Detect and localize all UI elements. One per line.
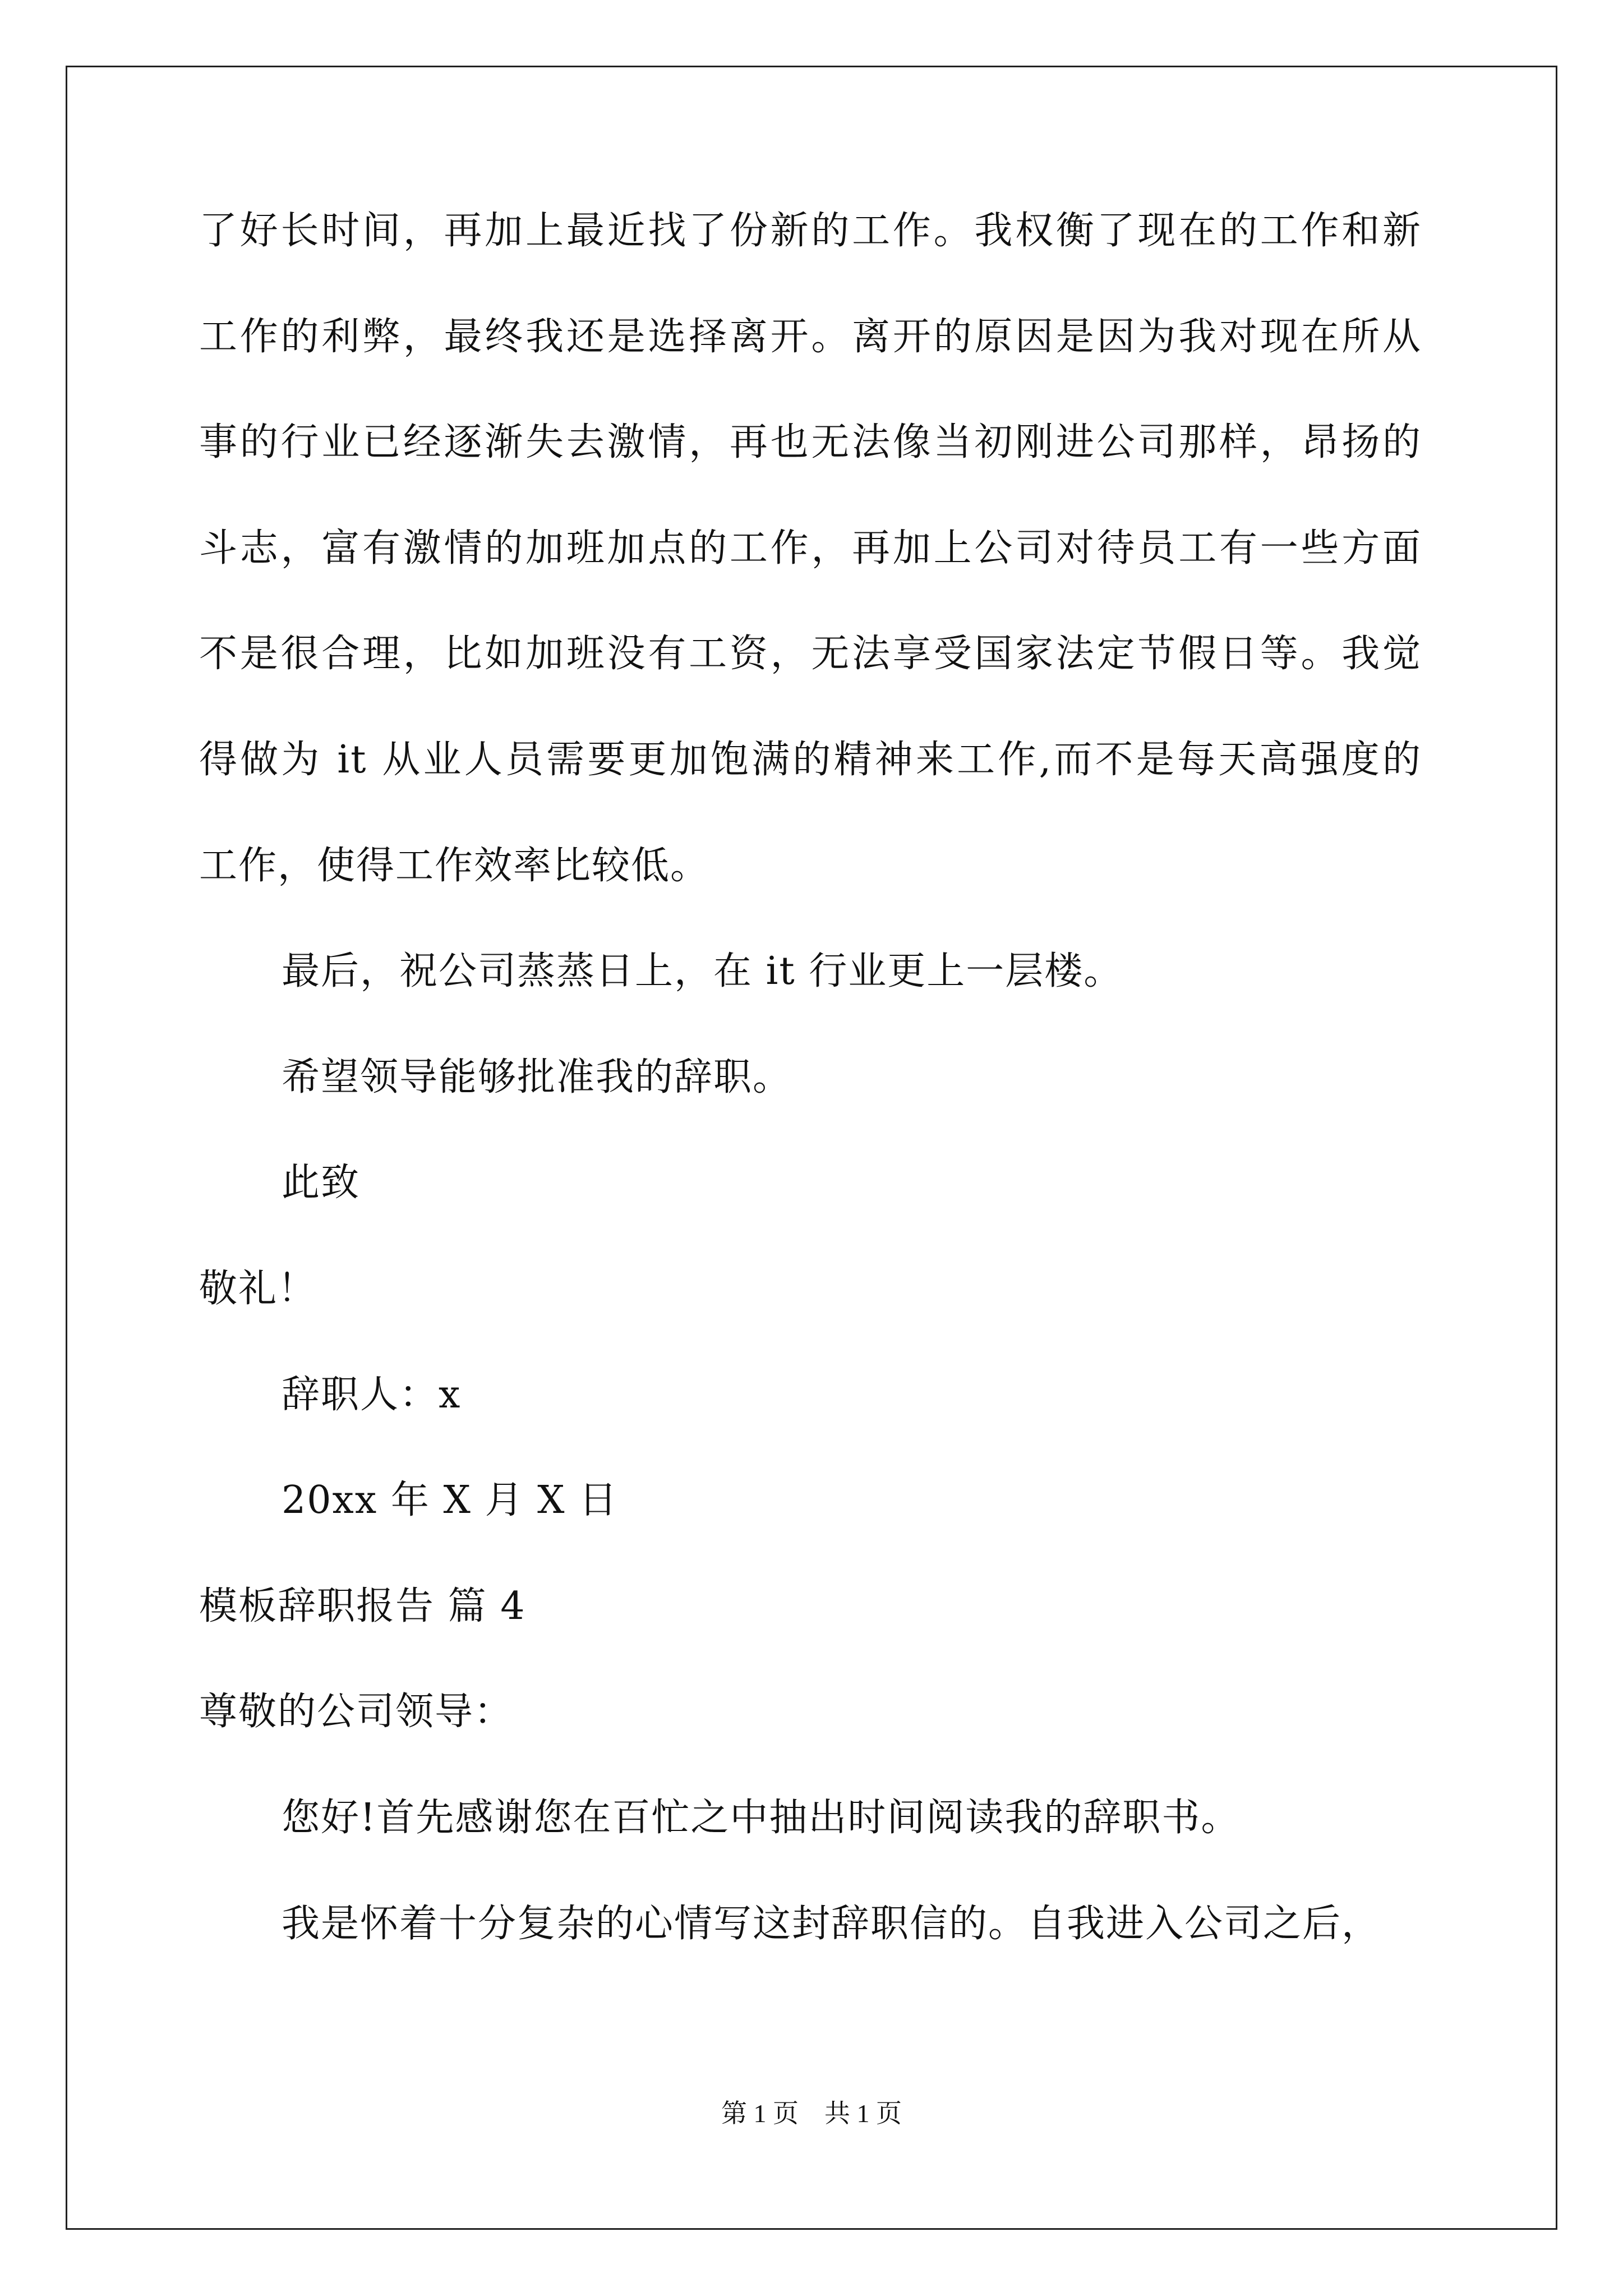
body-line-7: 工作，使得工作效率比较低。 [199, 844, 710, 888]
salutation-jing-li: 敬礼！ [199, 1267, 317, 1311]
body-line-4: 斗志，富有激情的加班加点的工作，再加上公司对待员工有一些方面 [199, 526, 1422, 570]
body-line-5: 不是很合理，比如加班没有工资，无法享受国家法定节假日等。我觉 [199, 632, 1422, 676]
greeting: 尊敬的公司领导： [199, 1690, 514, 1734]
closing-wish: 最后，祝公司蒸蒸日上，在 it 行业更上一层楼。 [282, 949, 1123, 993]
body-line-1: 了好长时间，再加上最近找了份新的工作。我权衡了现在的工作和新 [199, 209, 1422, 253]
body-line-3: 事的行业已经逐渐失去激情，再也无法像当初刚进公司那样，昂扬的 [199, 420, 1422, 464]
date: 20xx 年 X 月 X 日 [282, 1478, 619, 1522]
body-line-2: 工作的利弊，最终我还是选择离开。离开的原因是因为我对现在所从 [199, 315, 1422, 359]
approval-hope: 希望领导能够批准我的辞职。 [282, 1055, 792, 1099]
section-title: 模板辞职报告 篇 4 [199, 1584, 526, 1628]
salutation-ci-zhi: 此致 [282, 1161, 361, 1205]
body-line-6: 得做为 it 从业人员需要更加饱满的精神来工作,而不是每天高强度的 [199, 738, 1422, 782]
paragraph-1: 您好!首先感谢您在百忙之中抽出时间阅读我的辞职书。 [282, 1796, 1241, 1840]
page-footer: 第 1 页 共 1 页 [721, 2099, 902, 2128]
signer: 辞职人：x [282, 1373, 462, 1417]
paragraph-2: 我是怀着十分复杂的心情写这封辞职信的。自我进入公司之后， [282, 1902, 1381, 1946]
